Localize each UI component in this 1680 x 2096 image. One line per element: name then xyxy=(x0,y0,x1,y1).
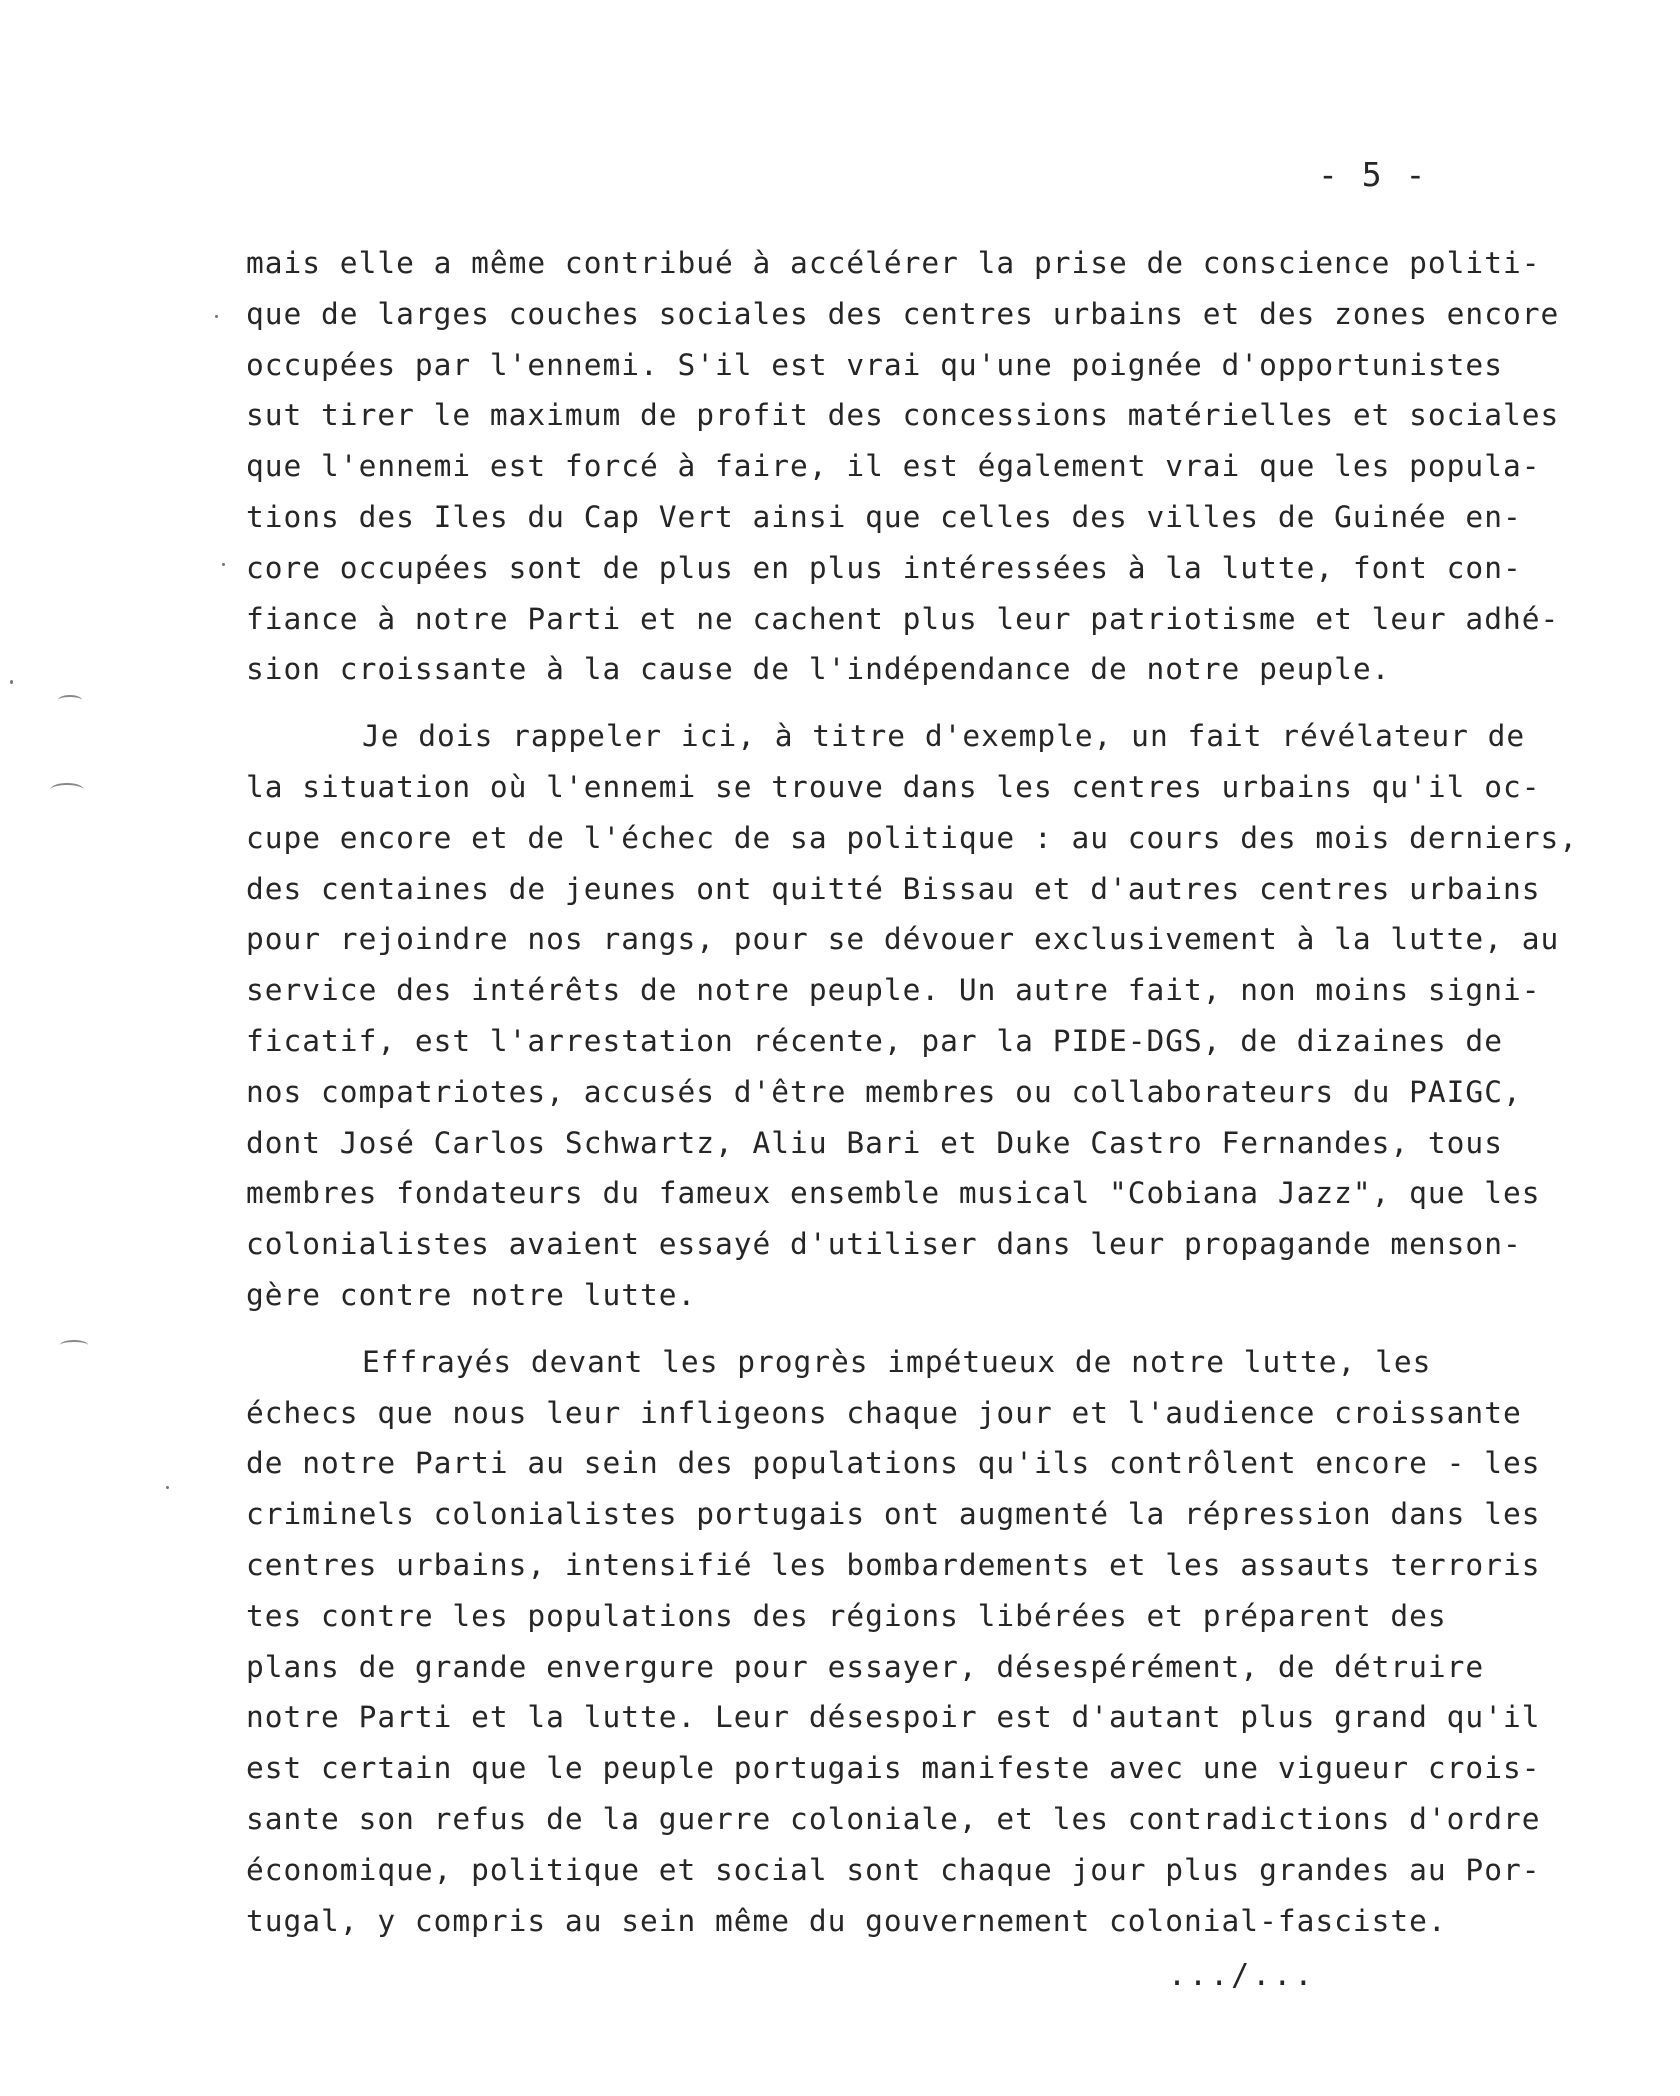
text-line: économique, politique et social sont chaque jour plus grandes au Por- xyxy=(246,1852,1541,1887)
scan-speck xyxy=(215,315,218,318)
text-line: tugal, y compris au sein même du gouvernement colonial-fasciste. xyxy=(246,1903,1447,1938)
text-line: nos compatriotes, accusés d'être membres ou collaborateurs du PAIGC, xyxy=(246,1074,1522,1109)
text-line: centres urbains, intensifié les bombardements et les assauts terroris xyxy=(246,1547,1541,1582)
text-line: notre Parti et la lutte. Leur désespoir est d'autant plus grand qu'il xyxy=(246,1700,1541,1735)
text-line: colonialistes avaient essayé d'utiliser dans leur propagande menson- xyxy=(246,1227,1522,1262)
page-number: - 5 - xyxy=(1318,155,1428,194)
text-line: cupe encore et de l'échec de sa politique : au cours des mois derniers, xyxy=(246,820,1578,855)
text-line: dont José Carlos Schwartz, Aliu Bari et Duke Castro Fernandes, tous xyxy=(246,1125,1503,1160)
paragraph-3 xyxy=(246,1337,1636,1947)
text-line: service des intérêts de notre peuple. Un autre fait, non moins signi- xyxy=(246,973,1541,1008)
scan-speck xyxy=(166,1486,169,1489)
text-line: fiance à notre Parti et ne cachent plus leur patriotisme et leur adhé- xyxy=(246,601,1560,636)
text-line: la situation où l'ennemi se trouve dans les centres urbains qu'il oc- xyxy=(246,769,1541,804)
body-text xyxy=(246,238,1636,1962)
text-line: que l'ennemi est forcé à faire, il est également vrai que les popula- xyxy=(246,449,1541,484)
scan-edge-mark xyxy=(50,783,84,797)
text-line: ficatif, est l'arrestation récente, par la PIDE-DGS, de dizaines de xyxy=(246,1023,1503,1058)
text-line: occupées par l'ennemi. S'il est vrai qu'une poignée d'opportunistes xyxy=(246,347,1503,382)
text-line: que de larges couches sociales des centres urbains et des zones encore xyxy=(246,296,1560,331)
paragraph-1 xyxy=(246,238,1636,695)
text-line: Effrayés devant les progrès impétueux de notre lutte, les xyxy=(362,1344,1432,1379)
text-line: criminels colonialistes portugais ont augmenté la répression dans les xyxy=(246,1497,1541,1532)
scan-edge-mark xyxy=(60,1340,88,1350)
text-line: mais elle a même contribué à accélérer la prise de conscience politi- xyxy=(246,246,1541,280)
text-line: pour rejoindre nos rangs, pour se dévouer exclusivement à la lutte, au xyxy=(246,922,1560,957)
text-line: échecs que nous leur infligeons chaque jour et l'audience croissante xyxy=(246,1395,1522,1430)
continuation-mark: .../... xyxy=(1168,1958,1316,1993)
text-line: tions des Iles du Cap Vert ainsi que celles des villes de Guinée en- xyxy=(246,499,1522,534)
paragraph-2 xyxy=(246,711,1636,1321)
text-line: plans de grande envergure pour essayer, désespérément, de détruire xyxy=(246,1649,1485,1684)
scan-speck xyxy=(10,680,13,684)
text-line: gère contre notre lutte. xyxy=(246,1277,697,1312)
text-line: tes contre les populations des régions libérées et préparent des xyxy=(246,1598,1447,1633)
text-line: Je dois rappeler ici, à titre d'exemple, un fait révélateur de xyxy=(362,719,1526,754)
text-line: core occupées sont de plus en plus intéressées à la lutte, font con- xyxy=(246,550,1522,585)
text-line: sion croissante à la cause de l'indépendance de notre peuple. xyxy=(246,652,1391,687)
text-line: sut tirer le maximum de profit des concessions matérielles et sociales xyxy=(246,398,1560,433)
text-line: des centaines de jeunes ont quitté Bissau et d'autres centres urbains xyxy=(246,871,1541,906)
text-line: est certain que le peuple portugais manifeste avec une vigueur crois- xyxy=(246,1751,1541,1786)
scan-edge-mark xyxy=(58,695,82,705)
text-line: sante son refus de la guerre coloniale, et les contradictions d'ordre xyxy=(246,1801,1541,1836)
text-line: de notre Parti au sein des populations qu'ils contrôlent encore - les xyxy=(246,1446,1541,1481)
text-line: membres fondateurs du fameux ensemble musical "Cobiana Jazz", que les xyxy=(246,1176,1541,1211)
scan-speck xyxy=(222,563,225,566)
